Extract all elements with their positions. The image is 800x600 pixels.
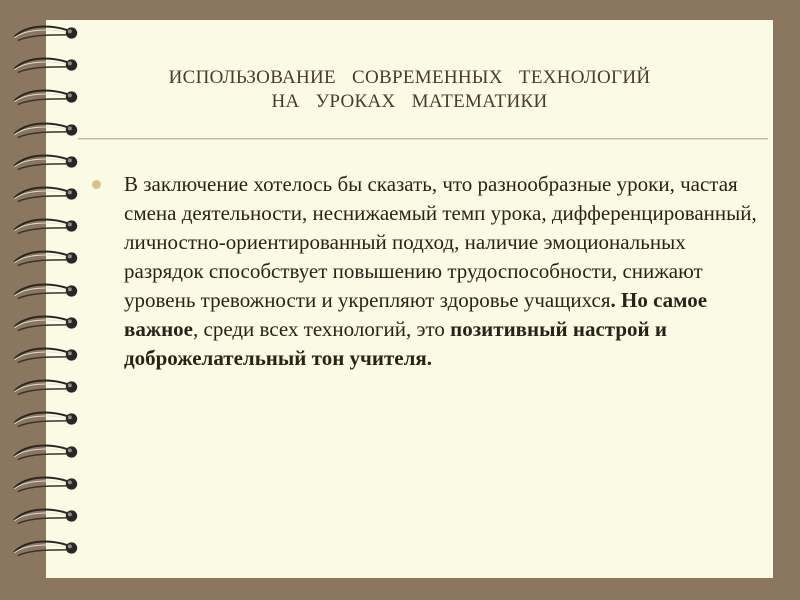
spiral-ring-icon xyxy=(4,183,84,205)
divider xyxy=(78,138,768,140)
spiral-ring-icon xyxy=(4,408,84,430)
page-title xyxy=(46,66,773,114)
body-part-1: В заключение хотелось бы сказать, что разнообразные уроки, частая смена деятельности, неснижаемый темп урока, дифференцированный, личностно-ориентированный подход, наличие эмоциональных разрядок способствует повышению трудоспособности, снижают уровень тревожности и укрепляют здоровье учащихся xyxy=(124,172,757,312)
body-bold-1: . Но самое важное xyxy=(124,288,708,341)
spiral-ring-icon xyxy=(4,376,84,398)
spiral-ring-icon xyxy=(4,151,84,173)
spiral-binding-icon xyxy=(0,0,90,600)
spiral-ring-icon xyxy=(4,247,84,269)
body-text xyxy=(124,170,764,373)
spiral-ring-icon xyxy=(4,119,84,141)
spiral-ring-icon xyxy=(4,86,84,108)
title-line-1: ИСПОЛЬЗОВАНИЕ СОВРЕМЕННЫХ ТЕХНОЛОГИЙ xyxy=(168,67,651,88)
spiral-ring-icon xyxy=(4,505,84,527)
spiral-ring-icon xyxy=(4,22,84,44)
spiral-ring-icon xyxy=(4,54,84,76)
spiral-ring-icon xyxy=(4,344,84,366)
title-line-2: НА УРОКАХ МАТЕМАТИКИ xyxy=(271,91,548,112)
spiral-ring-icon xyxy=(4,441,84,463)
spiral-ring-icon xyxy=(4,473,84,495)
body-bold-2: позитивный настрой и доброжелательный тон учителя. xyxy=(124,317,667,370)
body-part-2: , среди всех технологий, это xyxy=(193,317,451,341)
spiral-ring-icon xyxy=(4,215,84,237)
spiral-ring-icon xyxy=(4,537,84,559)
bullet-icon xyxy=(92,180,101,189)
spiral-ring-icon xyxy=(4,312,84,334)
notebook-page xyxy=(46,20,773,578)
spiral-ring-icon xyxy=(4,280,84,302)
